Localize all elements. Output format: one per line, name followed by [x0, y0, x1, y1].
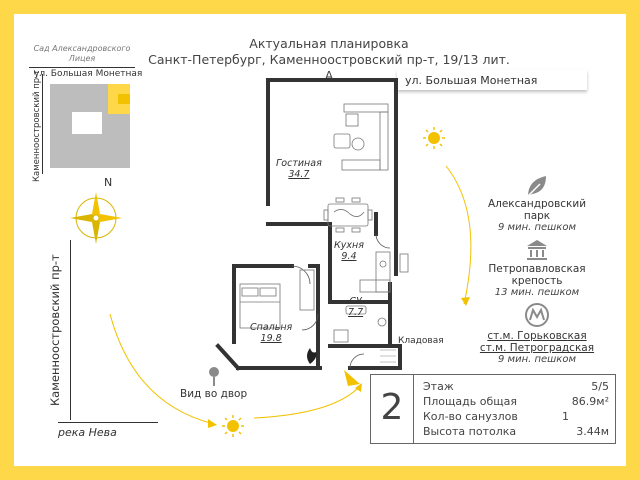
street-right-label: ул. Большая Монетная [405, 74, 538, 87]
plan-sheet [14, 14, 626, 466]
kitchen-counter-icon [360, 252, 408, 292]
wardrobe-icon [300, 270, 314, 310]
bathroom-label [348, 296, 363, 318]
sofa-icon [342, 104, 388, 170]
floor-plan [200, 74, 410, 374]
bedroom-area: 19.8 [260, 333, 282, 344]
leaf-icon [524, 174, 550, 200]
storage-label: Кладовая [398, 336, 444, 346]
sun-arc-bottom [254, 386, 360, 418]
bathroom-name: СУ [349, 296, 362, 307]
poi-metro-name-2: ст.м. Петроградская [479, 342, 595, 354]
garden-line-2: Лицея [68, 54, 96, 63]
living-room-name: Гостиная [276, 158, 322, 169]
kitchen-name: Кухня [334, 240, 364, 251]
bedroom-name: Спальня [250, 322, 293, 333]
poi-park [474, 198, 600, 234]
poi-fortress-name-1: Петропавловская [488, 263, 586, 275]
kitchen-area: 9.4 [341, 251, 357, 262]
poi-fortress-name-2: крепость [511, 275, 563, 287]
poi-fortress-time: 13 мин. пешком [494, 287, 580, 298]
museum-icon [525, 238, 549, 262]
side-street-label: Каменноостровский пр-т [48, 254, 62, 406]
courtyard-label: Вид во двор [180, 388, 248, 400]
stat-area-value: 86.9м² [571, 395, 609, 408]
stat-floor-label: Этаж [423, 380, 454, 393]
poi-metro-name-1: ст.м. Горьковская [487, 330, 587, 342]
sun-arc-arrow-left [208, 419, 217, 428]
stat-ceiling [423, 425, 609, 440]
poi-metro [468, 330, 606, 366]
poi-park-name-2: парк [523, 210, 551, 222]
stat-ceiling-label: Высота потолка [423, 425, 517, 438]
stat-bath-value: 1 [562, 410, 569, 423]
poi-park-time: 9 мин. пешком [497, 222, 577, 233]
title-line-2: Санкт-Петербург, Каменноостровский пр-т, 19/13 лит. А [148, 52, 510, 83]
river-label: река Нева [58, 426, 117, 439]
living-room-label [276, 158, 322, 180]
sun-arc-arrow-right [461, 297, 470, 306]
stat-area [423, 395, 609, 410]
poi-park-name-1: Александровский [487, 198, 587, 210]
sun-icon-bottom [222, 415, 244, 437]
minimap-street-left: Каменноостровский пр-т [32, 69, 42, 182]
sun-arc-left [110, 314, 214, 424]
stat-ceiling-value: 3.44м [576, 425, 609, 438]
stat-floor-value: 5/5 [591, 380, 609, 393]
fire-icon [307, 348, 316, 364]
sun-icon-top [423, 127, 445, 149]
kitchen-label [334, 240, 364, 262]
metro-icon [524, 302, 550, 328]
armchair-icon [334, 134, 364, 150]
poi-fortress [474, 263, 600, 299]
compass-north-label: N [104, 176, 113, 189]
bathroom-area: 7.7 [348, 307, 364, 318]
stat-bath-label: Кол-во санузлов [423, 410, 518, 423]
storage-hatch [380, 350, 396, 362]
stat-area-label: Площадь общая [423, 395, 517, 408]
living-room-area: 34.7 [288, 169, 310, 180]
stat-bathrooms [423, 410, 609, 425]
poi-metro-time: 9 мин. пешком [497, 354, 577, 365]
title-line-1: Актуальная планировка [249, 36, 409, 51]
bedroom-label [250, 322, 292, 344]
stat-floor [423, 380, 609, 395]
sun-arc-right [446, 166, 471, 304]
minimap-street-top: ул. Большая Монетная [34, 69, 143, 79]
rooms-count: 2 [371, 375, 414, 443]
apartment-stats [370, 374, 616, 444]
garden-line-1: Сад Александровского [33, 44, 131, 53]
